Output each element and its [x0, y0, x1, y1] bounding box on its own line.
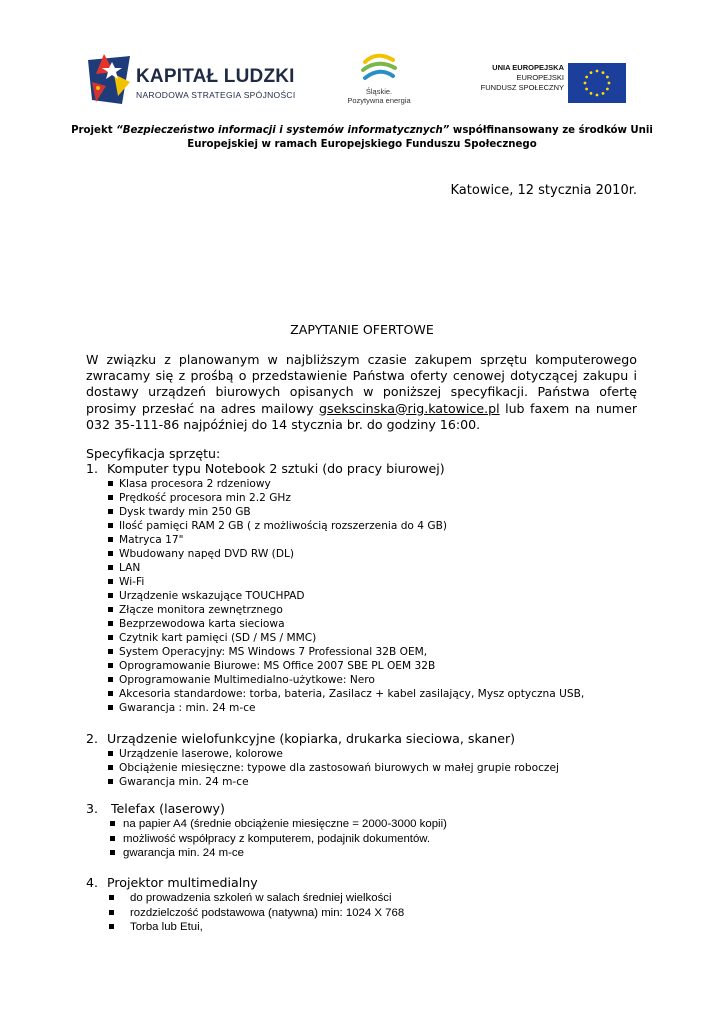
section-number: 3. — [86, 801, 99, 816]
section-number: 1. — [86, 461, 99, 476]
list-item-text: Gwarancja min. 24 m-ce — [119, 776, 249, 788]
eu-logo-text — [481, 63, 564, 93]
spec-section-projector — [86, 875, 646, 935]
bullet-icon — [108, 649, 113, 654]
bullet-icon — [109, 924, 114, 929]
slaskie-wave-icon — [359, 52, 399, 86]
project-statement — [60, 124, 664, 152]
document-title: ZAPYTANIE OFERTOWE — [290, 322, 434, 337]
list-item-text: Klasa procesora 2 rdzeniowy — [119, 478, 271, 490]
bullet-icon — [108, 677, 113, 682]
spec-section-notebook — [86, 461, 646, 715]
eu-line3: FUNDUSZ SPOŁECZNY — [480, 83, 564, 92]
list-item — [86, 617, 646, 631]
bullet-icon — [109, 910, 114, 915]
list-item-text: Złącze monitora zewnętrznego — [119, 604, 283, 616]
list-item — [86, 761, 646, 775]
eu-line1: UNIA EUROPEJSKA — [492, 63, 564, 72]
list-item — [86, 575, 646, 589]
slaskie-logo — [340, 52, 418, 110]
list-item-text: LAN — [119, 562, 141, 574]
list-item-text: Dysk twardy min 250 GB — [119, 506, 251, 518]
bullet-icon — [108, 481, 113, 486]
eu-logo — [470, 59, 626, 105]
list-item-text: rozdzielczość podstawowa (natywna) min: 1024 X 768 — [130, 906, 405, 919]
project-suffix: współfinansowany ze środków Unii — [449, 125, 653, 136]
bullet-icon — [108, 621, 113, 626]
kapital-ludzki-logo — [84, 52, 296, 108]
list-item — [86, 832, 646, 847]
list-item-text: Oprogramowanie Biurowe: MS Office 2007 SBE PL OEM 32B — [119, 660, 436, 672]
bullet-icon — [108, 691, 113, 696]
list-item-text: możliwość współpracy z komputerem, podajnik dokumentów. — [123, 832, 431, 845]
bullet-icon — [108, 779, 113, 784]
list-item — [86, 920, 646, 935]
bullet-icon — [110, 850, 115, 855]
intro-paragraph — [86, 352, 637, 433]
spec-section-telefax — [86, 801, 646, 861]
list-item — [86, 547, 646, 561]
bullet-icon — [108, 509, 113, 514]
list-item — [86, 846, 646, 861]
section-heading — [86, 461, 646, 477]
list-item-text: System Operacyjny: MS Windows 7 Professional 32B OEM, — [119, 646, 428, 658]
list-item-text: Urządzenie laserowe, kolorowe — [119, 748, 283, 760]
list-item — [86, 747, 646, 761]
section-title: Komputer typu Notebook 2 sztuki (do pracy biurowej) — [107, 461, 445, 476]
list-item-text: Torba lub Etui, — [130, 921, 203, 933]
section-number: 4. — [86, 875, 99, 890]
list-item — [86, 687, 646, 701]
slaskie-tagline: Pozytywna energia — [347, 96, 411, 105]
section-heading — [86, 875, 646, 891]
list-item — [86, 906, 646, 921]
list-item — [86, 519, 646, 533]
list-item — [86, 659, 646, 673]
list-item-text: Matryca 17" — [119, 534, 184, 546]
bullet-icon — [108, 537, 113, 542]
bullet-icon — [108, 705, 113, 710]
section-items — [86, 747, 646, 789]
list-item — [86, 603, 646, 617]
section-heading — [86, 731, 646, 747]
bullet-icon — [108, 751, 113, 756]
document-date: Katowice, 12 stycznia 2010r. — [450, 183, 637, 198]
list-item-text: Ilość pamięci RAM 2 GB ( z możliwością rozszerzenia do 4 GB) — [119, 520, 448, 532]
section-items — [86, 477, 646, 715]
kapital-ludzki-subtitle: NARODOWA STRATEGIA SPÓJNOŚCI — [136, 90, 296, 100]
bullet-icon — [108, 765, 113, 770]
list-item — [86, 491, 646, 505]
list-item — [86, 631, 646, 645]
list-item-text: Wbudowany napęd DVD RW (DL) — [119, 548, 295, 560]
list-item — [86, 645, 646, 659]
spec-section-multifunction — [86, 731, 646, 789]
bullet-icon — [109, 895, 114, 900]
list-item-text: gwarancja min. 24 m-ce — [123, 847, 244, 859]
list-item-text: Obciążenie miesięczne: typowe dla zastosowań biurowych w małej grupie roboczej — [119, 762, 559, 774]
kapital-ludzki-emblem-icon — [84, 52, 134, 108]
bullet-icon — [108, 663, 113, 668]
list-item-text: Czytnik kart pamięci (SD / MS / MMC) — [119, 632, 317, 644]
intro-text-part1: W związku z planowanym w najbliższym czasie zakupem sprzętu komputerowego zwracamy się z prośbą o przedstawienie Państwa oferty cenowej dotyczącej zakupu i dostawy urządzeń biurowych opisanych w poniższej specyfikacji. Państwa ofertę prosimy przesłać na adres mailowy — [86, 352, 637, 416]
list-item-text: na papier A4 (średnie obciążenie miesięczne = 2000-3000 kopii) — [123, 818, 447, 830]
list-item — [86, 891, 646, 906]
list-item-text: Wi-Fi — [119, 576, 145, 588]
project-title: “Bezpieczeństwo informacji i systemów informatycznych” — [116, 125, 450, 136]
list-item — [86, 561, 646, 575]
list-item — [86, 589, 646, 603]
section-title: Projektor multimedialny — [107, 875, 258, 890]
section-heading — [86, 801, 646, 817]
bullet-icon — [110, 821, 115, 826]
bullet-icon — [110, 836, 115, 841]
slaskie-name: Śląskie. — [365, 87, 393, 96]
list-item — [86, 477, 646, 491]
section-items — [86, 891, 646, 935]
list-item-text: Bezprzewodowa karta sieciowa — [119, 618, 285, 630]
bullet-icon — [108, 495, 113, 500]
section-items — [86, 817, 646, 861]
project-prefix: Projekt — [71, 125, 117, 136]
list-item — [86, 775, 646, 789]
list-item — [86, 701, 646, 715]
email-link[interactable]: gsekscinska@rig.katowice.pl — [319, 400, 500, 416]
list-item-text: Gwarancja : min. 24 m-ce — [119, 702, 256, 714]
bullet-icon — [108, 607, 113, 612]
section-number: 2. — [86, 731, 99, 746]
eu-flag-icon — [568, 63, 626, 103]
bullet-icon — [108, 593, 113, 598]
list-item-text: Prędkość procesora min 2.2 GHz — [119, 492, 291, 504]
list-item — [86, 673, 646, 687]
bullet-icon — [108, 551, 113, 556]
list-item-text: Akcesoria standardowe: torba, bateria, Zasilacz + kabel zasilający, Mysz optyczna USB, — [119, 688, 585, 700]
eu-line2: EUROPEJSKI — [516, 73, 564, 82]
section-title: Telefax (laserowy) — [107, 801, 225, 816]
intro-text-part2: lub faxem na numer 032 35-111-86 najpóźniej do 14 stycznia br. do godziny 16:00. — [86, 400, 637, 432]
list-item — [86, 533, 646, 547]
list-item-text: Urządzenie wskazujące TOUCHPAD — [119, 590, 305, 602]
bullet-icon — [108, 523, 113, 528]
bullet-icon — [108, 565, 113, 570]
bullet-icon — [108, 579, 113, 584]
list-item — [86, 505, 646, 519]
section-title: Urządzenie wielofunkcyjne (kopiarka, drukarka sieciowa, skaner) — [107, 731, 516, 746]
list-item-text: do prowadzenia szkoleń w salach średniej wielkości — [130, 892, 392, 904]
spec-label: Specyfikacja sprzętu: — [86, 446, 221, 461]
project-line2: Europejskiej w ramach Europejskiego Funduszu Społecznego — [187, 139, 537, 150]
kapital-ludzki-title: KAPITAŁ LUDZKI — [136, 66, 295, 87]
list-item — [86, 817, 646, 832]
list-item-text: Oprogramowanie Multimedialno-użytkowe: Nero — [119, 674, 375, 686]
bullet-icon — [108, 635, 113, 640]
